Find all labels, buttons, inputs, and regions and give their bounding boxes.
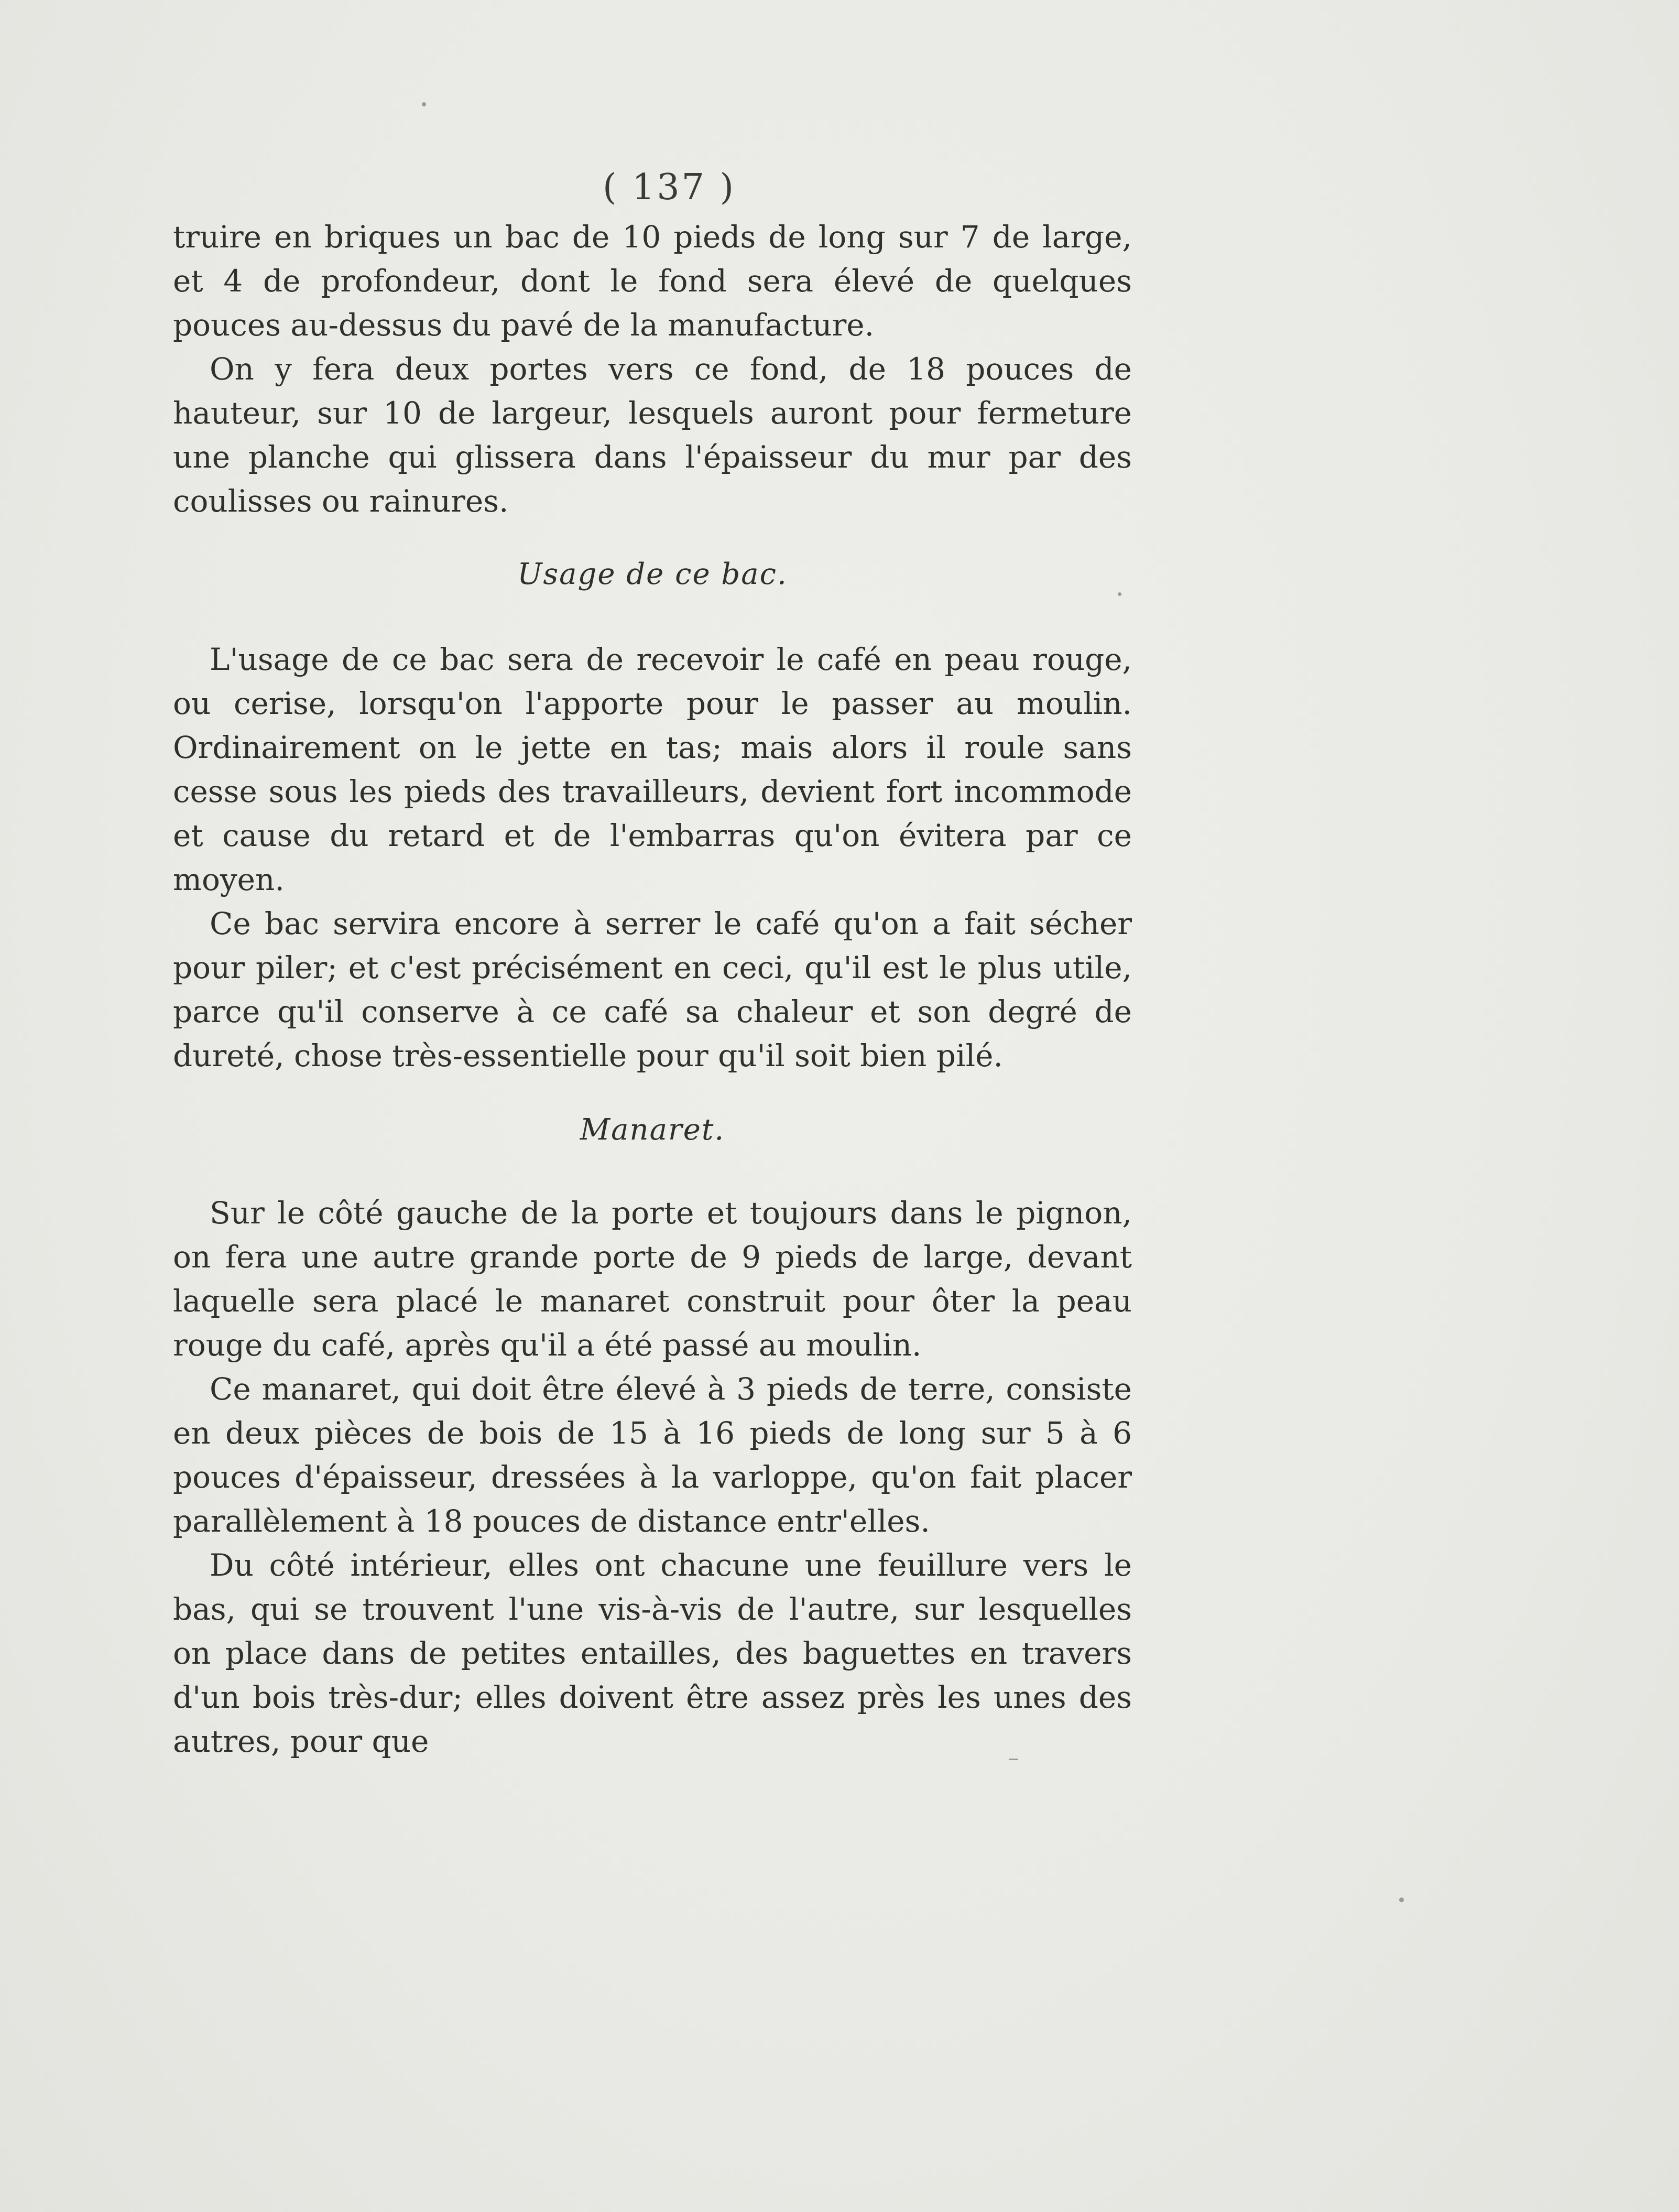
paragraph: Sur le côté gauche de la porte et toujours dans le pignon, on fera une autre grande porte de 9 pieds de large, devant laquelle sera placé le manaret construit pour ôter la peau rouge du café, après qu'il a été passé au moulin. [173, 1195, 1132, 1363]
paragraph: On y fera deux portes vers ce fond, de 18 pouces de hauteur, sur 10 de largeur, lesquels auront pour fermeture une planche qui glissera dans l'épaisseur du mur par des coulisses ou rainures. [173, 351, 1132, 519]
section-heading-usage: Usage de ce bac. [517, 557, 788, 591]
paper-speck [422, 102, 426, 106]
paper-speck [1118, 592, 1121, 596]
paragraph: Ce manaret, qui doit être élevé à 3 pieds de terre, consiste en deux pièces de bois de 15 à 16 pieds de long sur 5 à 6 pouces d'épaisseur, dressées à la varloppe, qu'on fait placer parallèlement à 18 pouces de distance entr'elles. [173, 1371, 1132, 1539]
section-heading-manaret: Manaret. [580, 1113, 725, 1147]
paragraph: Ce bac servira encore à serrer le café qu'on a fait sécher pour piler; et c'est précisément en ceci, qu'il est le plus utile, parce qu'il conserve à ce café sa chaleur et son degré de dureté, chose très-essentielle pour qu'il soit bien pilé. [173, 906, 1132, 1074]
page-number: ( 137 ) [603, 167, 736, 208]
page-body [173, 215, 1132, 1763]
paragraph: Du côté intérieur, elles ont chacune une feuillure vers le bas, qui se trouvent l'une vis-à-vis de l'autre, sur lesquelles on place dans de petites entailles, des baguettes en travers d'un bois très-dur; elles doivent être assez près les unes des autres, pour que [173, 1547, 1132, 1759]
paragraph: L'usage de ce bac sera de recevoir le café en peau rouge, ou cerise, lorsqu'on l'apporte pour le passer au moulin. Ordinairement on le jette en tas; mais alors il roule sans cesse sous les pieds des travailleurs, devient fort incommode et cause du retard et de l'embarras qu'on évitera par ce moyen. [173, 642, 1132, 897]
paragraph-continuation: truire en briques un bac de 10 pieds de long sur 7 de large, et 4 de profondeur, dont le fond sera élevé de quelques pouces au-dessus du pavé de la manufacture. [173, 219, 1132, 343]
paper-speck [1399, 1897, 1404, 1902]
paper-speck [1009, 1759, 1018, 1760]
